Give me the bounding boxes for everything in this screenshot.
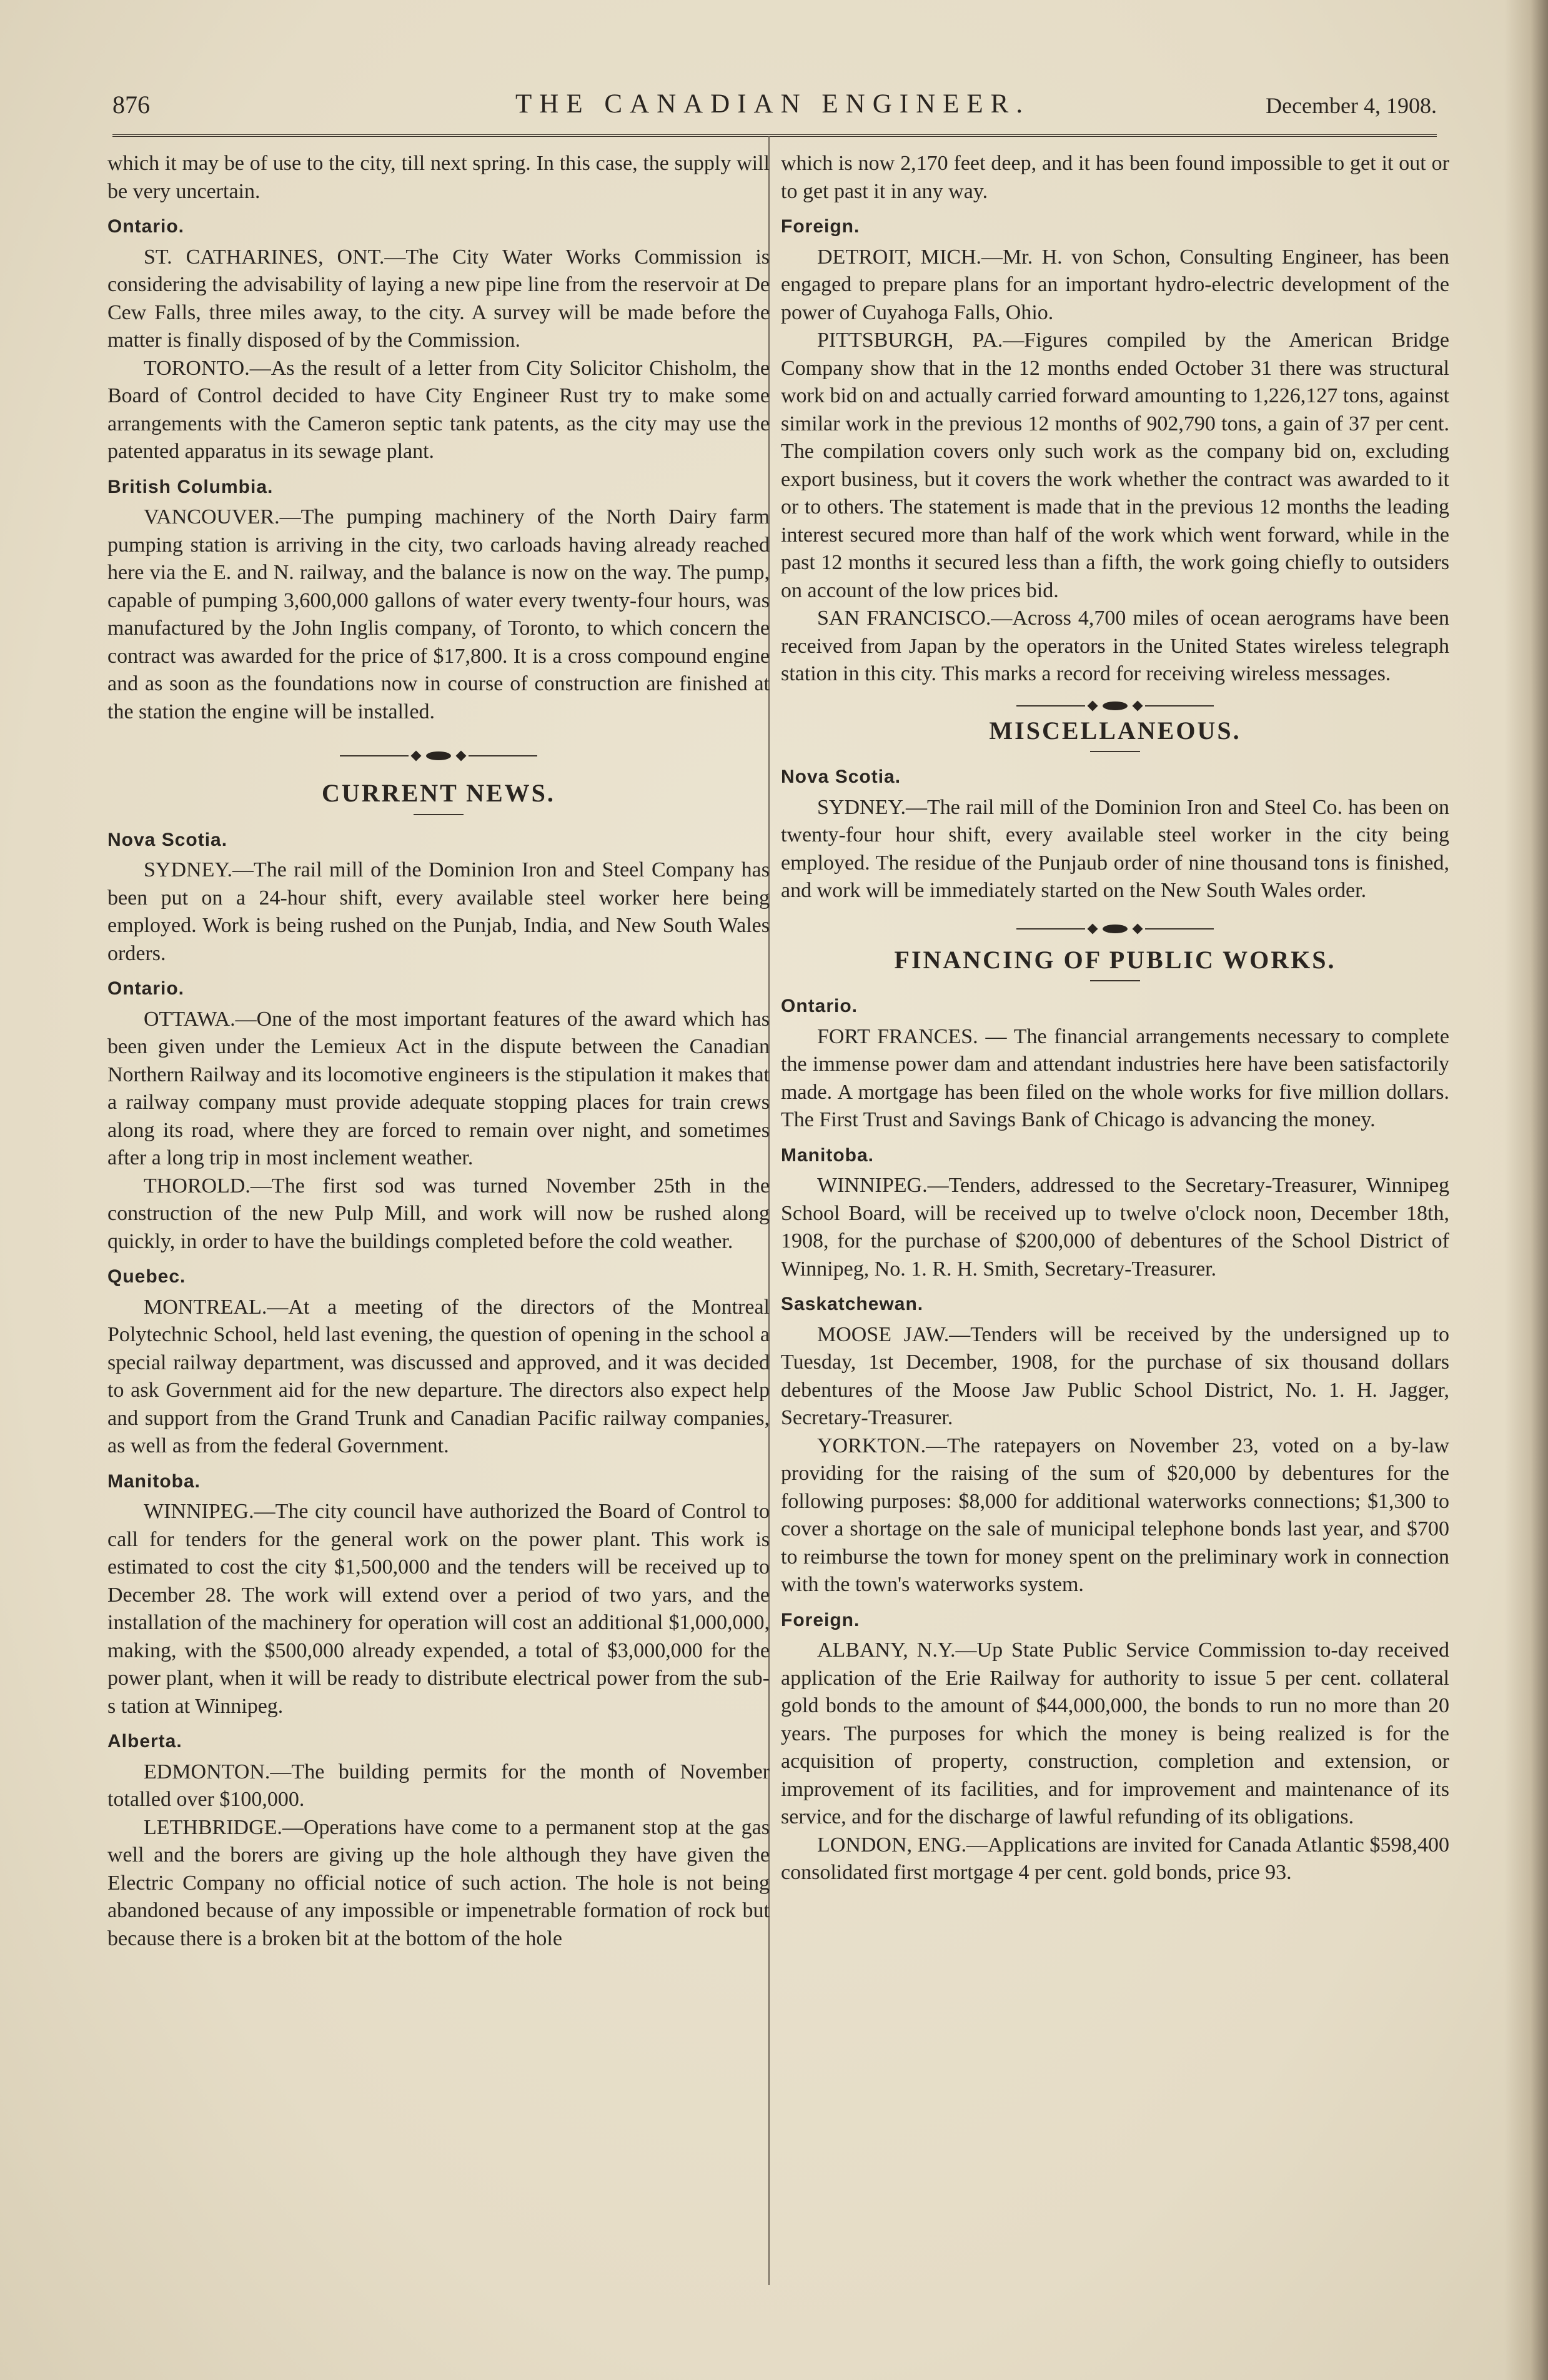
article-yorkton: YORKTON.—The ratepayers on November 23, voted on a by-law providing for the raising of the sum of $20,000 by debentures for the following purposes: $8,000 for additional waterworks connections; $1,300 to cover a shortage on the sale of municipal telephone bonds last year, and $700 to reimburse the town for money spent on the preliminary work in connection with the town's waterworks system.: [781, 1434, 1449, 1596]
left-column: [107, 150, 770, 1953]
section-title-rule: [1090, 751, 1140, 752]
province-heading-ontario: Ontario.: [107, 216, 185, 237]
header-rule: [112, 134, 1437, 137]
article-sydney: SYDNEY.—The rail mill of the Dominion Iron and Steel Co. has been on twenty-four hour shift, every available steel worker in the city being employed. The residue of the Punjaub order of nine thousand tons is finished, and work will be immediately started on the New South Wales order.: [781, 795, 1449, 902]
article-san-francisco: SAN FRANCISCO.—Across 4,700 miles of ocean aerograms have been received from Japan by the operators in the United States wireless telegraph station in this city. This marks a record for receiving wireless messages.: [781, 607, 1449, 685]
province-heading-manitoba: Manitoba.: [781, 1144, 874, 1166]
article-albany: ALBANY, N.Y.—Up State Public Service Commission to-day received application of the Erie Railway for authority to issue 5 per cent. collateral gold bonds to the amount of $44,000,000, the bonds to run no more than 20 years. The purposes for which the money is being realized is for the acquisition of property, construction, completion and extension, or improvement of its facilities, and for improvement and maintenance of its service, and for the discharge of lawful refunding of its obligations.: [781, 1639, 1449, 1828]
article-winnipeg: WINNIPEG.—The city council have authorized the Board of Control to call for tenders for the general work on the power plant. This work is estimated to cost the city $1,500,000 and the tenders will be received up to December 28. The work will extend over a period of two yars, and the installation of the machinery for operation will cost an additional $1,000,000, making, with the $500,000 already expended, a total of $3,000,000 for the power plant, when it will be ready to distribute electrical power from the sub-s tation at Winnipeg.: [107, 1500, 770, 1718]
article-thorold: THOROLD.—The first sod was turned November 25th in the construction of the new Pulp Mill, and work will now be rushed along quickly, in order to have the buildings completed before the cold weather.: [107, 1174, 770, 1253]
article-vancouver: VANCOUVER.—The pumping machinery of the North Dairy farm pumping station is arriving in the city, two carloads having already reached here via the E. and N. railway, and the balance is now on the way. The pump, capable of pumping 3,600,000 gallons of water every twenty-four hours, was manufactured by the John Inglis company, of Toronto, to which concern the contract was awarded for the price of $17,800. It is a cross compound engine and as soon as the foundations now in course of construction are finished at the station the engine will be installed.: [107, 505, 770, 723]
page-header: [112, 86, 1437, 127]
section-ornament: [781, 924, 1449, 934]
article-montreal: MONTREAL.—At a meeting of the directors of the Montreal Polytechnic School, held last evening, the question of opening in the school a special railway department, was discussed and approved, and it was decided to ask Government aid for the new departure. The directors also expect help and support from the Grand Trunk and Canadian Pacific railway companies, as well as from the federal Government.: [107, 1295, 770, 1457]
region-heading-foreign: Foreign.: [781, 216, 860, 237]
province-heading-saskatchewan: Saskatchewan.: [781, 1294, 924, 1314]
section-title-rule: [1090, 980, 1140, 981]
article-edmonton: EDMONTON.—The building permits for the month of November totalled over $100,000.: [107, 1760, 770, 1811]
section-ornament: [781, 701, 1449, 711]
section-title-rule: [414, 814, 464, 815]
province-heading-manitoba: Manitoba.: [107, 1470, 201, 1492]
province-heading-quebec: Quebec.: [107, 1266, 186, 1287]
province-heading-nova-scotia: Nova Scotia.: [107, 829, 228, 850]
section-title-financing: FINANCING OF PUBLIC WORKS.: [894, 945, 1336, 974]
article-toronto: TORONTO.—As the result of a letter from City Solicitor Chisholm, the Board of Control decided to have City Engineer Rust try to make some arrangements with the Cameron septic tank patents, as the city may use the patented apparatus in its sewage plant.: [107, 356, 770, 463]
province-heading-british-columbia: British Columbia.: [107, 476, 274, 497]
article-fort-frances: FORT FRANCES. — The financial arrangements necessary to complete the immense power dam and attendant industries here have been satisfactorily made. A mortgage has been filed on the whole works for five million dollars. The First Trust and Savings Bank of Chicago is advancing the money.: [781, 1024, 1449, 1131]
region-heading-foreign: Foreign.: [781, 1609, 860, 1630]
article-winnipeg: WINNIPEG.—Tenders, addressed to the Secretary-Treasurer, Winnipeg School Board, will be received up to twelve o'clock noon, December 18th, 1908, for the purchase of $200,000 of debentures of the School District of Winnipeg, No. 1. R. H. Smith, Secretary-Treasurer.: [781, 1174, 1449, 1281]
article-ottawa: OTTAWA.—One of the most important features of the award which has been given under the Lemieux Act in the dispute between the Canadian Northern Railway and its locomotive engineers is the stipulation it makes that a railway company must provide adequate stopping places for train crews along its road, where they are forced to remain over night, and sometimes after a long trip in most inclement weather.: [107, 1007, 770, 1169]
journal-title: THE CANADIAN ENGINEER.: [515, 89, 1031, 119]
page-number: 876: [112, 91, 150, 119]
province-heading-nova-scotia: Nova Scotia.: [781, 766, 901, 787]
article-lethbridge: LETHBRIDGE.—Operations have come to a permanent stop at the gas well and the borers are giving up the hole although they have given the Electric Company no official notice of such action. The hole is not being abandoned because of any impossible or impenetrable formation of rock but because there is a broken bit at the bottom of the hole: [107, 1815, 770, 1950]
binding-shadow: [1504, 0, 1548, 2380]
article-continuation: which is now 2,170 feet deep, and it has been found impossible to get it out or to get past it in any way.: [781, 152, 1449, 203]
province-heading-alberta: Alberta.: [107, 1731, 182, 1752]
right-column: [781, 150, 1449, 1887]
article-moose-jaw: MOOSE JAW.—Tenders will be received by the undersigned up to Tuesday, 1st December, 1908, for the purchase of six thousand dollars debentures of the Moose Jaw Public School District, No. 1. H. Jagger, Secretary-Treasurer.: [781, 1322, 1449, 1429]
province-heading-ontario: Ontario.: [107, 978, 185, 999]
article-pittsburgh: PITTSBURGH, PA.—Figures compiled by the American Bridge Company show that in the 12 months ended October 31 there was structural work bid on and actually carried forward amounting to 1,226,127 tons, against similar work in the previous 12 months of 902,790 tons, a gain of 37 per cent. The compilation covers only such work as the company bid on, excluding export business, but it covers the work whether the contract was awarded to it or to others. The statement is made that in the previous 12 months the leading interest secured more than half of the work which went forward, while in the past 12 months it secured less than a fifth, the work going chiefly to outsiders on account of the low prices bid.: [781, 329, 1449, 602]
article-st-catharines: ST. CATHARINES, ONT.—The City Water Works Commission is considering the advisability of laying a new pipe line from the reservoir at De Cew Falls, three miles away, to the city. A survey will be made before the matter is finally disposed of by the Commission.: [107, 245, 770, 352]
article-london: LONDON, ENG.—Applications are invited for Canada Atlantic $598,400 consolidated first mortgage 4 per cent. gold bonds, price 93.: [781, 1833, 1449, 1884]
province-heading-ontario: Ontario.: [781, 996, 858, 1016]
issue-date: December 4, 1908.: [1266, 93, 1437, 118]
article-continuation: which it may be of use to the city, till next spring. In this case, the supply will be very uncertain.: [107, 152, 770, 203]
section-ornament: [107, 751, 770, 761]
article-sydney: SYDNEY.—The rail mill of the Dominion Iron and Steel Company has been put on a 24-hour shift, every available steel worker here being employed. Work is being rushed on the Punjab, India, and New South Wales orders.: [107, 858, 770, 965]
article-detroit: DETROIT, MICH.—Mr. H. von Schon, Consulting Engineer, has been engaged to prepare plans for an important hydro-electric development of the power of Cuyahoga Falls, Ohio.: [781, 245, 1449, 324]
section-title-miscellaneous: MISCELLANEOUS.: [989, 716, 1241, 745]
section-title-current-news: CURRENT NEWS.: [322, 779, 555, 807]
